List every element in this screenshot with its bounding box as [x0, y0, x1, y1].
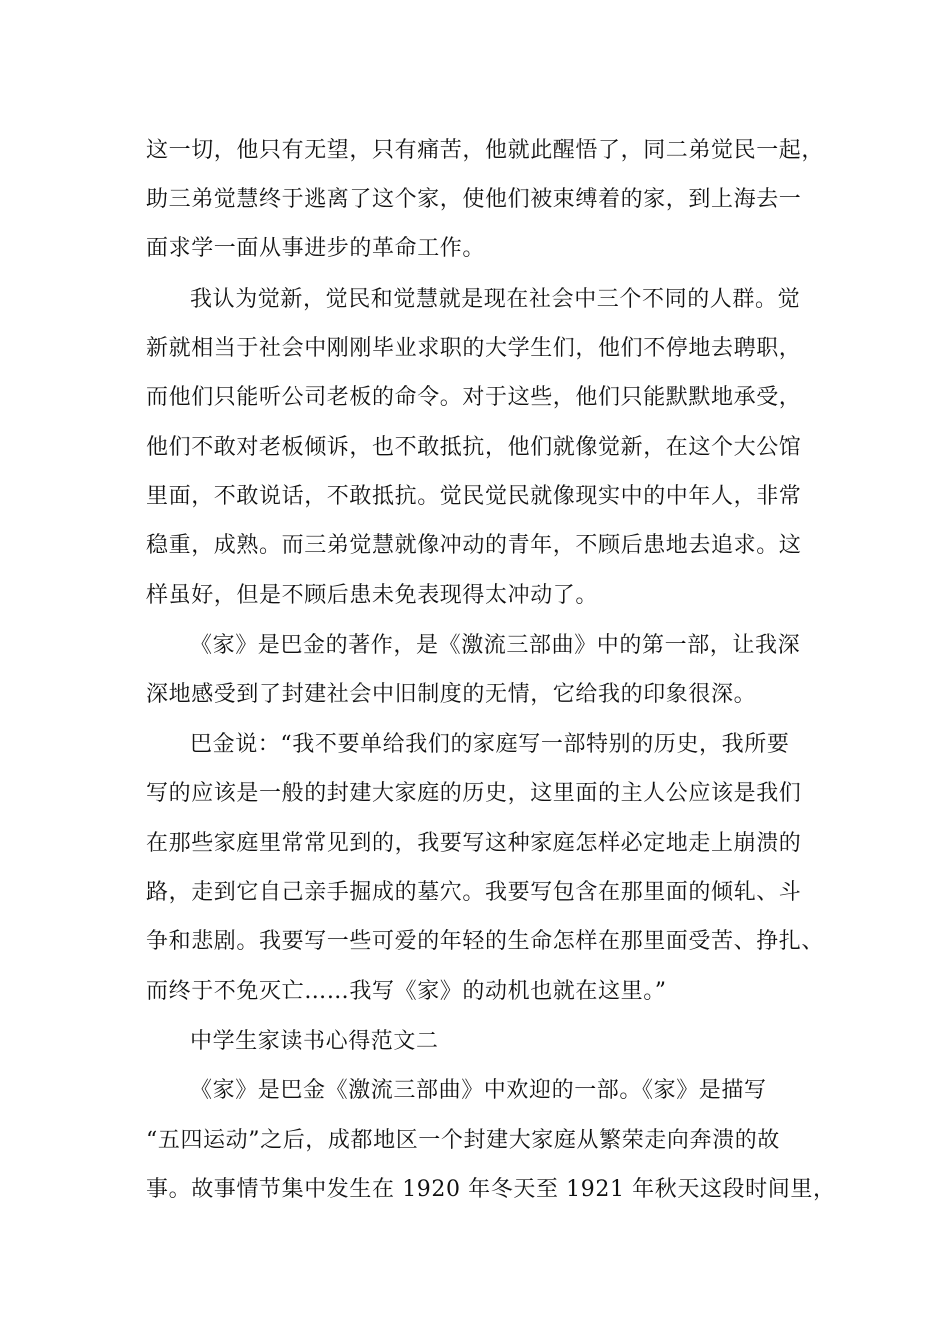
text-line: 深地感受到了封建社会中旧制度的无情，它给我的印象很深。 [146, 682, 757, 707]
text-line: 而终于不免灭亡……我写《家》的动机也就在这里。” [146, 979, 667, 1004]
text-line: 事。故事情节集中发生在 1920 年冬天至 1921 年秋天这段时间里， [146, 1177, 836, 1202]
text-line: 这一切，他只有无望，只有痛苦，他就此醒悟了，同二弟觉民一起， [146, 138, 825, 163]
text-line: 里面，不敢说话，不敢抵抗。觉民觉民就像现实中的中年人，非常 [146, 484, 802, 509]
text-line: 面求学一面从事进步的革命工作。 [146, 236, 486, 261]
text-line: 稳重，成熟。而三弟觉慧就像冲动的青年，不顾后患地去追求。这 [146, 533, 802, 558]
text-line: 新就相当于社会中刚刚毕业求职的大学生们，他们不停地去聘职， [146, 336, 802, 361]
text-line: 我认为觉新，觉民和觉慧就是现在社会中三个不同的人群。觉 [190, 287, 801, 312]
text-line: 在那些家庭里常常见到的，我要写这种家庭怎样必定地走上崩溃的 [146, 831, 802, 856]
text-line: 他们不敢对老板倾诉，也不敢抵抗，他们就像觉新，在这个大公馆 [146, 435, 802, 460]
text-line: 写的应该是一般的封建大家庭的历史，这里面的主人公应该是我们 [146, 781, 802, 806]
text-line: 助三弟觉慧终于逃离了这个家，使他们被束缚着的家，到上海去一 [146, 187, 802, 212]
text-line: 路，走到它自己亲手掘成的墓穴。我要写包含在那里面的倾轧、斗 [146, 880, 802, 905]
text-line: 样虽好，但是不顾后患未免表现得太冲动了。 [146, 583, 599, 608]
text-line: 《家》是巴金的著作，是《激流三部曲》中的第一部，让我深 [190, 633, 801, 658]
text-line: 而他们只能听公司老板的命令。对于这些，他们只能默默地承受， [146, 385, 802, 410]
text-line: 《家》是巴金《激流三部曲》中欢迎的一部。《家》是描写 [190, 1078, 767, 1103]
section-heading: 中学生家读书心得范文二 [190, 1029, 439, 1054]
text-line: 巴金说：“我不要单给我们的家庭写一部特别的历史，我所要 [190, 732, 790, 757]
text-line: 争和悲剧。我要写一些可爱的年轻的生命怎样在那里面受苦、挣扎、 [146, 929, 825, 954]
text-line: “五四运动”之后，成都地区一个封建大家庭从繁荣走向奔溃的故 [146, 1128, 780, 1153]
